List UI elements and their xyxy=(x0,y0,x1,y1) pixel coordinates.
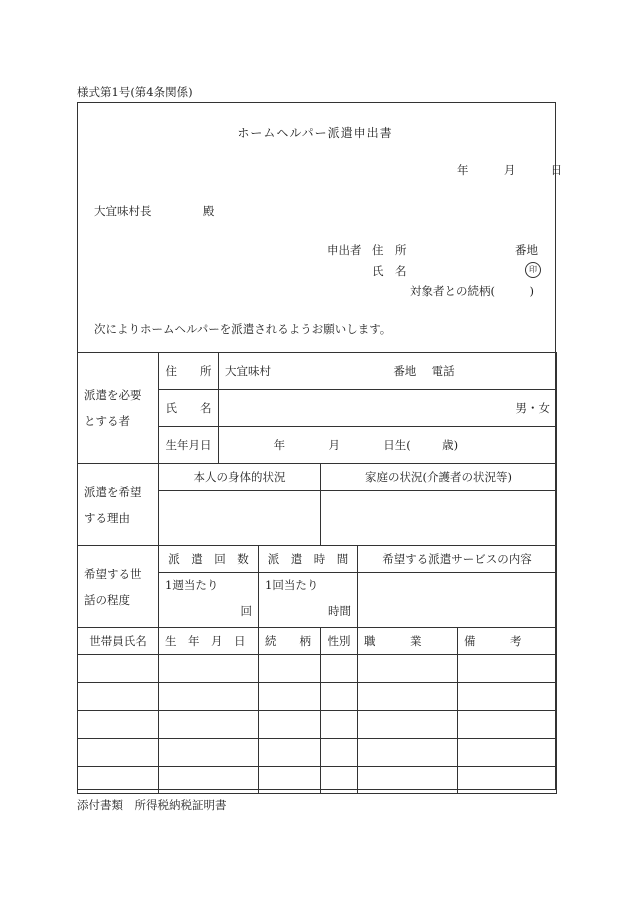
household-relation-cell[interactable] xyxy=(259,739,321,767)
physical-status-header: 本人の身体的状況 xyxy=(159,464,321,491)
reason-header-row xyxy=(78,464,557,491)
applicant-address-label: 住 所 xyxy=(372,243,407,257)
request-text: 次によりホームヘルパーを派遣されるようお願いします。 xyxy=(94,322,392,336)
count-header: 派 遣 回 数 xyxy=(159,546,259,573)
household-remarks-cell[interactable] xyxy=(458,683,557,711)
household-name-cell[interactable] xyxy=(78,767,159,794)
household-header-relation: 続 柄 xyxy=(259,628,321,655)
household-occupation-cell[interactable] xyxy=(358,739,458,767)
family-status-field[interactable] xyxy=(321,491,557,546)
household-birth-cell[interactable] xyxy=(159,683,259,711)
household-birth-cell[interactable] xyxy=(159,655,259,683)
date-year: 年 xyxy=(457,163,469,177)
household-header-gender: 性別 xyxy=(321,628,358,655)
per-visit-label: 1回当たり xyxy=(265,578,319,592)
household-header-row xyxy=(78,628,557,655)
household-birth-cell[interactable] xyxy=(159,767,259,794)
count-field[interactable] xyxy=(159,573,259,628)
birth-day: 日生( xyxy=(383,438,411,452)
household-remarks-cell[interactable] xyxy=(458,739,557,767)
level-header-row xyxy=(78,546,557,573)
household-header-remarks: 備 考 xyxy=(458,628,557,655)
household-header-birth: 生 年 月 日 xyxy=(159,628,259,655)
family-status-header: 家庭の状況(介護者の状況等) xyxy=(321,464,557,491)
count-unit: 回 xyxy=(240,604,252,618)
household-name-cell[interactable] xyxy=(78,683,159,711)
household-name-cell[interactable] xyxy=(78,655,159,683)
target-name-label: 氏 名 xyxy=(159,390,219,427)
time-field[interactable] xyxy=(259,573,358,628)
service-header: 希望する派遣サービスの内容 xyxy=(358,546,557,573)
target-address-label: 住 所 xyxy=(159,353,219,390)
household-remarks-cell[interactable] xyxy=(458,767,557,794)
household-name-cell[interactable] xyxy=(78,711,159,739)
applicant-label: 申出者 xyxy=(327,243,362,257)
service-field[interactable] xyxy=(358,573,557,628)
target-birth-field[interactable] xyxy=(219,427,557,464)
household-relation-cell[interactable] xyxy=(259,683,321,711)
household-relation-cell[interactable] xyxy=(259,767,321,794)
household-relation-cell[interactable] xyxy=(259,711,321,739)
target-section-label: 派遣を必要とする者 xyxy=(78,353,159,464)
main-table xyxy=(77,352,557,794)
target-birth-label: 生年月日 xyxy=(159,427,219,464)
household-occupation-cell[interactable] xyxy=(358,767,458,794)
household-occupation-cell[interactable] xyxy=(358,683,458,711)
target-address-field[interactable] xyxy=(219,353,557,390)
household-remarks-cell[interactable] xyxy=(458,711,557,739)
target-address-prefix: 大宜味村 xyxy=(225,364,271,378)
target-phone-label: 電話 xyxy=(431,364,455,378)
household-row xyxy=(78,739,557,767)
target-address-banchi: 番地 xyxy=(393,364,417,378)
attachments-note: 添付書類 所得税納税証明書 xyxy=(77,798,227,812)
household-gender-cell[interactable] xyxy=(321,711,358,739)
household-gender-cell[interactable] xyxy=(321,739,358,767)
household-relation-cell[interactable] xyxy=(259,655,321,683)
household-row xyxy=(78,683,557,711)
household-header-name: 世帯員氏名 xyxy=(78,628,159,655)
target-address-row xyxy=(78,353,557,390)
time-header: 派 遣 時 間 xyxy=(259,546,358,573)
date-month: 月 xyxy=(503,163,516,177)
birth-year: 年 xyxy=(273,438,286,452)
seal-mark: 印 xyxy=(525,262,541,278)
recipient-honorific: 殿 xyxy=(202,204,215,218)
target-gender: 男・女 xyxy=(515,401,551,415)
reason-section-label: 派遣を希望する理由 xyxy=(78,464,159,546)
applicant-name-label: 氏 名 xyxy=(372,264,407,278)
household-birth-cell[interactable] xyxy=(159,739,259,767)
form-title: ホームヘルパー派遣申出書 xyxy=(237,126,393,140)
target-name-field[interactable] xyxy=(219,390,557,427)
applicant-address-suffix: 番地 xyxy=(515,243,538,257)
level-section-label: 希望する世話の程度 xyxy=(78,546,159,628)
per-week-label: 1週当たり xyxy=(165,578,219,592)
household-gender-cell[interactable] xyxy=(321,655,358,683)
household-birth-cell[interactable] xyxy=(159,711,259,739)
household-occupation-cell[interactable] xyxy=(358,711,458,739)
household-remarks-cell[interactable] xyxy=(458,655,557,683)
household-name-cell[interactable] xyxy=(78,739,159,767)
household-gender-cell[interactable] xyxy=(321,767,358,794)
household-row xyxy=(78,655,557,683)
form-number: 様式第1号(第4条関係) xyxy=(77,85,193,99)
household-row xyxy=(78,767,557,794)
time-unit: 時間 xyxy=(328,604,351,618)
household-row xyxy=(78,711,557,739)
household-occupation-cell[interactable] xyxy=(358,655,458,683)
birth-age: 歳) xyxy=(442,438,459,452)
household-header-occupation: 職 業 xyxy=(358,628,458,655)
physical-status-field[interactable] xyxy=(159,491,321,546)
relation-label: 対象者との続柄( ) xyxy=(410,284,534,298)
recipient xyxy=(94,203,214,219)
household-gender-cell[interactable] xyxy=(321,683,358,711)
date-line xyxy=(457,162,562,178)
recipient-name: 大宜味村長 xyxy=(94,204,152,218)
date-day: 日 xyxy=(550,163,563,177)
birth-month: 月 xyxy=(328,438,340,452)
